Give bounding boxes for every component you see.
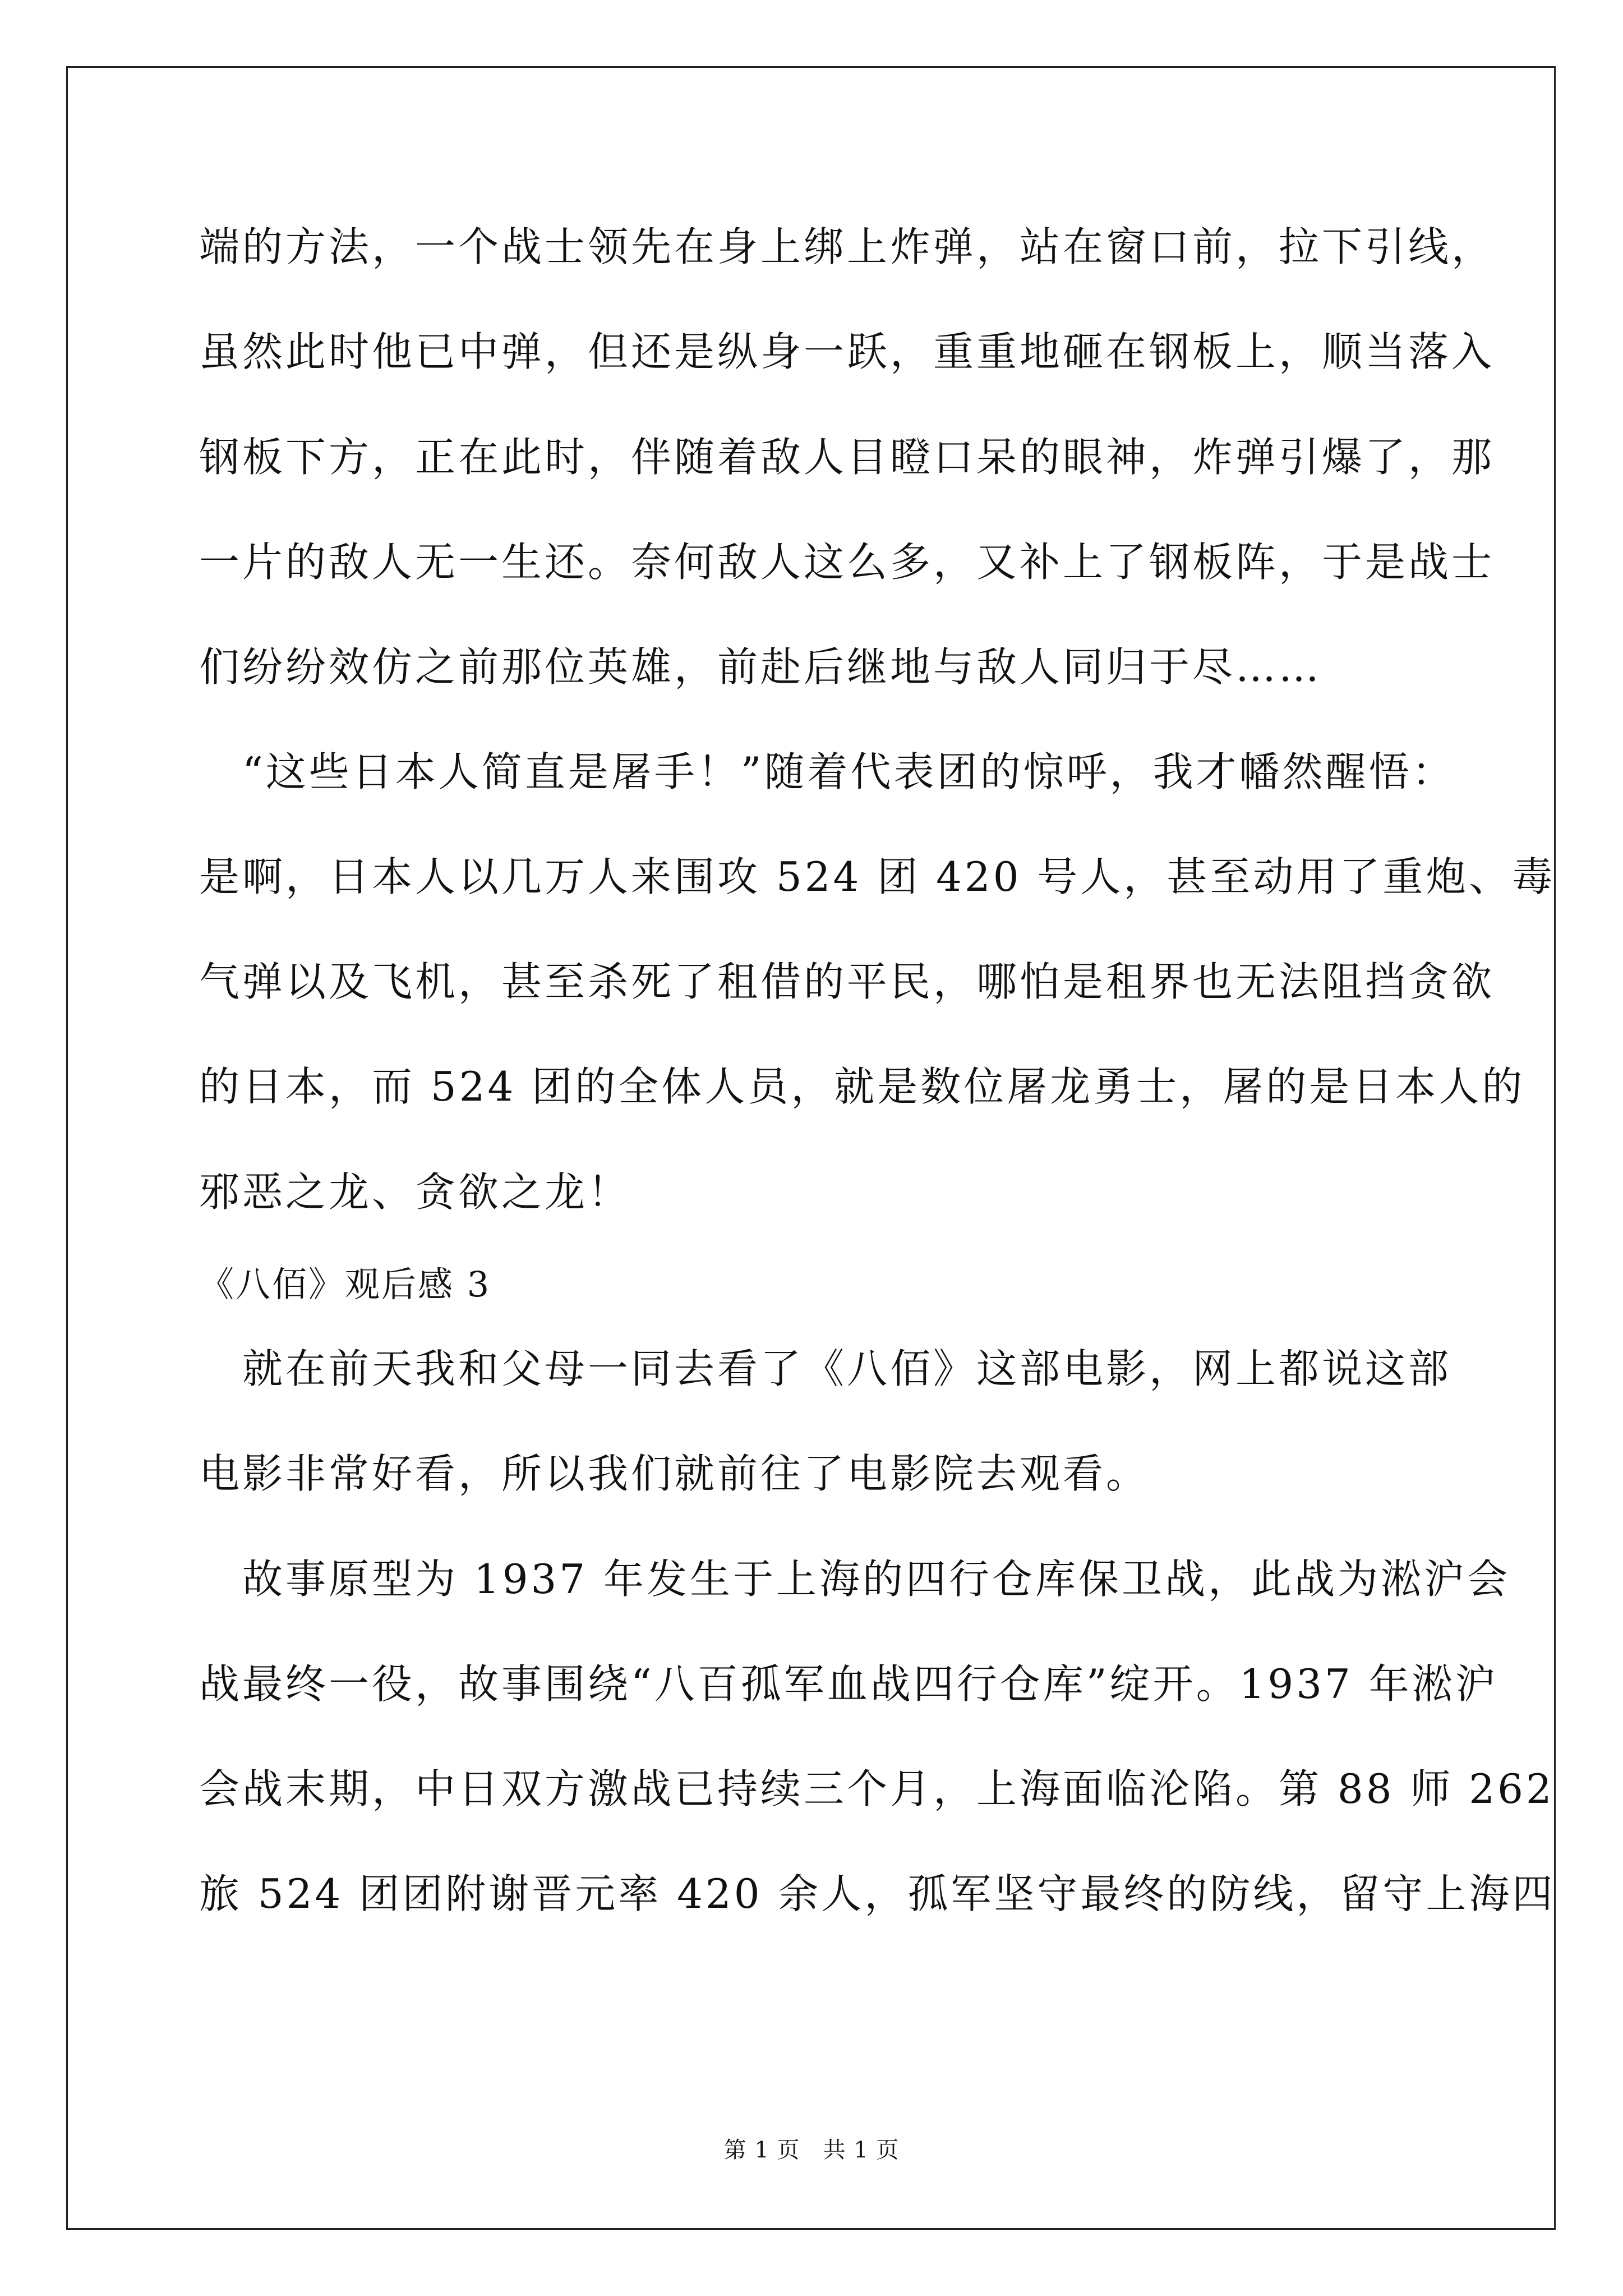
- text-line: 钢板下方，正在此时，伴随着敌人目瞪口呆的眼神，炸弹引爆了，那: [199, 434, 1495, 481]
- text-line: 就在前天我和父母一同去看了《八佰》这部电影，网上都说这部: [199, 1345, 1452, 1392]
- page-footer: 第 1 页 共 1 页: [723, 2137, 900, 2163]
- text-line: 会战末期，中日双方激战已持续三个月，上海面临沦陷。第 88 师 262: [199, 1765, 1555, 1812]
- text-line: 们纷纷效仿之前那位英雄，前赴后继地与敌人同归于尽……: [199, 643, 1322, 691]
- text-line: 气弹以及飞机，甚至杀死了租借的平民，哪怕是租界也无法阻挡贪欲: [199, 958, 1495, 1005]
- text-line: 虽然此时他已中弹，但还是纵身一跃，重重地砸在钢板上，顺当落入: [199, 328, 1495, 375]
- text-line: 故事原型为 1937 年发生于上海的四行仓库保卫战，此战为淞沪会: [199, 1556, 1511, 1603]
- text-line: 一片的敌人无一生还。奈何敌人这么多，又补上了钢板阵，于是战士: [199, 539, 1495, 586]
- text-line: 战最终一役，故事围绕“八百孤军血战四行仓库”绽开。1937 年淞沪: [199, 1660, 1498, 1708]
- text-line: 邪恶之龙、贪欲之龙！: [199, 1168, 631, 1216]
- text-line: 旅 524 团团附谢晋元率 420 余人，孤军坚守最终的防线，留守上海四: [199, 1870, 1556, 1917]
- text-line: “这些日本人简直是屠手！”随着代表团的惊呼，我才幡然醒悟：: [199, 748, 1455, 795]
- text-line: 电影非常好看，所以我们就前往了电影院去观看。: [199, 1450, 1150, 1497]
- text-line: 是啊，日本人以几万人来围攻 524 团 420 号人，甚至动用了重炮、毒: [199, 853, 1556, 900]
- section-heading: 《八佰》观后感 3: [199, 1264, 491, 1305]
- text-line: 的日本，而 524 团的全体人员，就是数位屠龙勇士，屠的是日本人的: [199, 1063, 1525, 1110]
- text-line: 端的方法，一个战士领先在身上绑上炸弹，站在窗口前，拉下引线，: [199, 223, 1495, 270]
